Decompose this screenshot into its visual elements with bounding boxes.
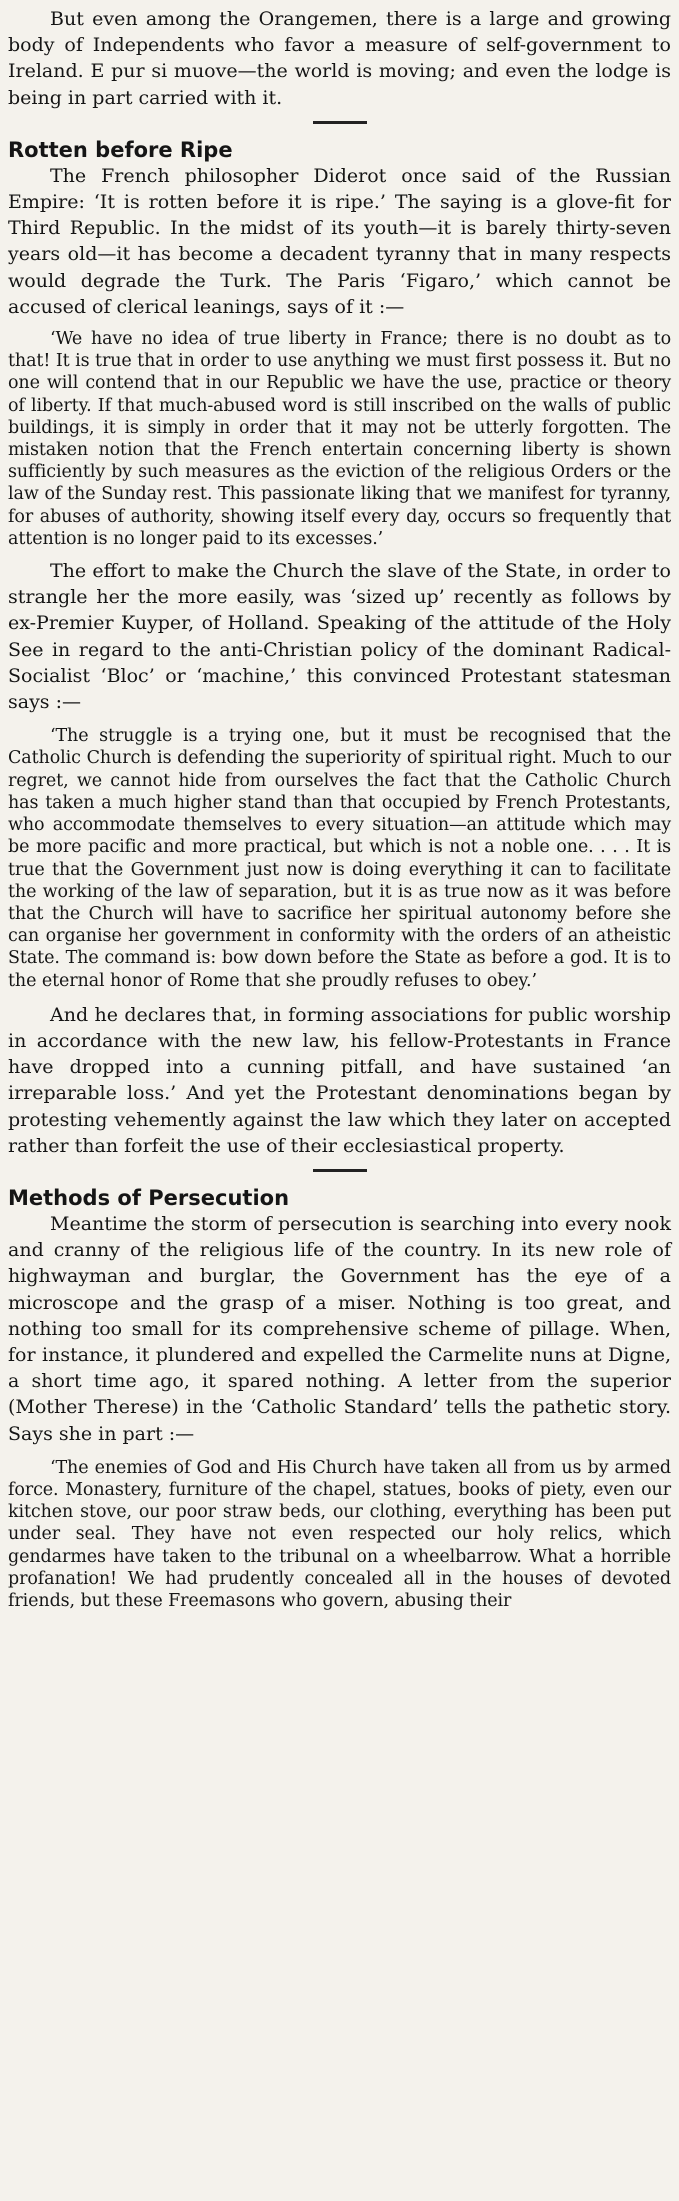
body-paragraph: And he declares that, in forming associations for public worship in accordance with the new law, his fellow-Protestants in France have dropped into a cunning pitfall, and have sustained ‘an irreparable loss.’ And yet the Protestant denominations began by protesting vehemently against the law which they later on accepted rather than forfeit the use of their ecclesiastical property.	[8, 1003, 671, 1157]
section-divider	[8, 111, 671, 137]
quoted-paragraph: ‘The struggle is a trying one, but it must be recognised that the Catholic Church is defending the superiority of spiritual right. Much to our regret, we cannot hide from ourselves the fact that the Catholic Church has taken a much higher stand than that occupied by French Protestants, who accommodate themselves to every situation—an attitude which may be more pacific and more practical, but which is not a noble one. . . . It is true that the Government just now is doing everything it can to facilitate the working of the law of separation, but it is as true now as it was before that the Church will have to sacrifice her spiritual autonomy before she can organise her government in conformity with the orders of an atheistic State. The command is: bow down before the State as before a god. It is to the eternal honor of Rome that she proudly refuses to obey.’	[8, 726, 671, 991]
divider-rule	[313, 1169, 367, 1172]
section-heading-methods-of-persecution: Methods of Persecution	[8, 1185, 290, 1210]
body-paragraph: The effort to make the Church the slave of the State, in order to strangle her the more easily, was ‘sized up’ recently as follows by ex-Premier Kuyper, of Holland. Speaking of the attitude of the Holy See in regard to the anti-Christian policy of the dominant Radical-Socialist ‘Bloc’ or ‘machine,’ this convinced Protestant statesman says :—	[8, 560, 671, 714]
section-heading-rotten-before-ripe: Rotten before Ripe	[8, 137, 233, 162]
intro-paragraph: But even among the Orangemen, there is a large and growing body of Independents who favor a measure of self-government to Ireland. E pur si muove—the world is moving; and even the lodge is being in part carried with it.	[8, 8, 671, 109]
body-paragraph: Meantime the storm of persecution is searching into every nook and cranny of the religious life of the country. In its new role of highwayman and burglar, the Government has the eye of a microscope and the grasp of a miser. Nothing is too great, and nothing too small for its comprehensive scheme of pillage. When, for instance, it plundered and expelled the Carmelite nuns at Digne, a short time ago, it spared nothing. A letter from the superior (Mother Therese) in the ‘Catholic Standard’ tells the pathetic story. Says she in part :—	[8, 1212, 671, 1445]
body-paragraph: The French philosopher Diderot once said of the Russian Empire: ‘It is rotten before it is ripe.’ The saying is a glove-fit for Third Republic. In the midst of its youth—it is barely thirty-seven years old—it has become a decadent tyranny that in many respects would degrade the Turk. The Paris ‘Figaro,’ which cannot be accused of clerical leanings, says of it :—	[8, 164, 671, 318]
quoted-paragraph: ‘The enemies of God and His Church have taken all from us by armed force. Monastery, furniture of the chapel, statues, books of piety, even our kitchen stove, our poor straw beds, our clothing, everything has been put under seal. They have not even respected our holy relics, which gendarmes have taken to the tribunal on a wheelbarrow. What a horrible profanation! We had prudently concealed all in the houses of devoted friends, but these Freemasons who govern, abusing their	[8, 1457, 671, 1611]
section-divider	[8, 1159, 671, 1185]
divider-rule	[313, 121, 367, 124]
quoted-paragraph: ‘We have no idea of true liberty in France; there is no doubt as to that! It is true that in order to use anything we must first possess it. But no one will contend that in our Republic we have the use, practice or theory of liberty. If that much-abused word is still inscribed on the walls of public buildings, it is simply in order that it may not be utterly forgotten. The mistaken notion that the French entertain concerning liberty is shown sufficiently by such measures as the eviction of the religious Orders or the law of the Sunday rest. This passionate liking that we manifest for tyranny, for abuses of authority, showing itself every day, occurs so frequently that attention is no longer paid to its excesses.’	[8, 329, 671, 549]
